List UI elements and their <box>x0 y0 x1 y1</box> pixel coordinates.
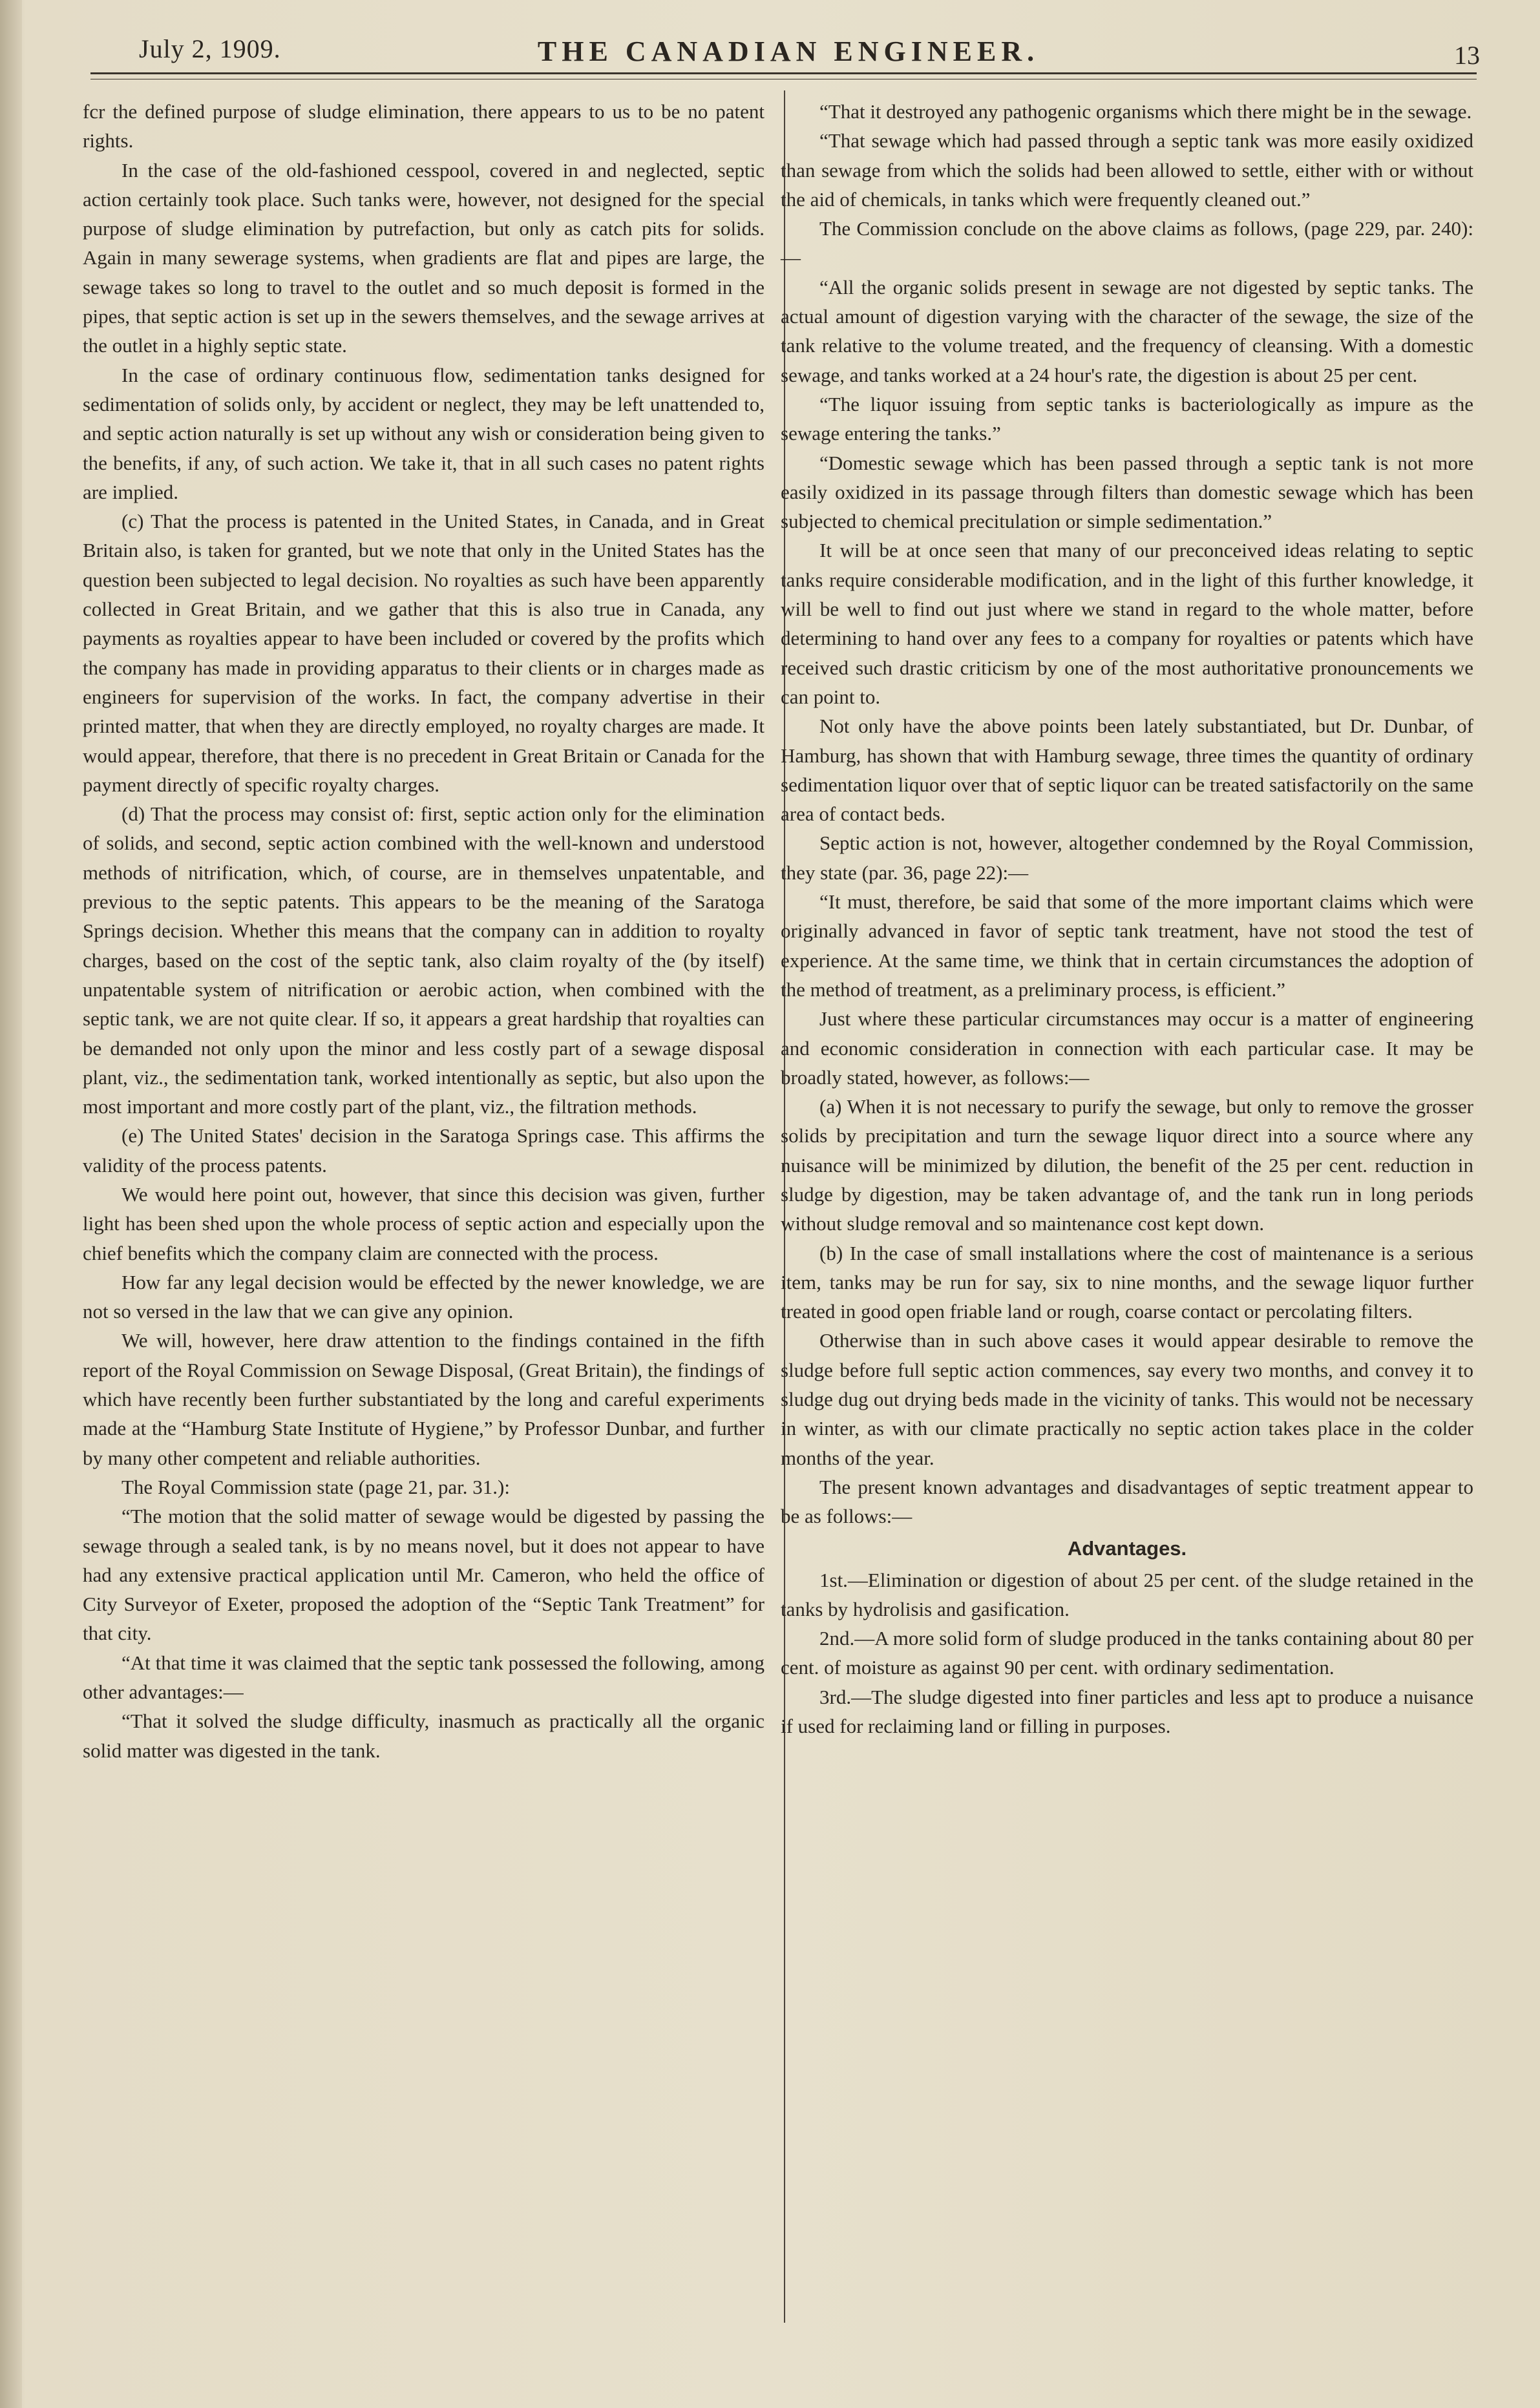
paragraph: (b) In the case of small installations where the cost of maintenance is a serious item, tanks may be run for say, six to nine months, and the sewage liquor further treated in good open friable land or rough, coarse contact or percolating filters. <box>781 1241 1473 1323</box>
paragraph: The present known advantages and disadvantages of septic treatment appear to be as follows:— <box>781 1475 1473 1528</box>
paragraph: “That sewage which had passed through a septic tank was more easily oxidized than sewage from which the solids had been allowed to settle, either with or without the aid of chemicals, in tanks which were frequently cleaned out.” <box>781 129 1473 211</box>
paragraph: In the case of ordinary continuous flow, sedimentation tanks designed for sedimentation of solids only, by accident or neglect, they may be left unattended to, and septic action naturally is set up without any wish or consideration being given to the benefits, if any, of such action. We take it, that in all such cases no patent rights are implied. <box>83 363 765 503</box>
paragraph: “That it solved the sludge difficulty, inasmuch as practically all the organic solid matter was digested in the tank. <box>83 1710 765 1762</box>
page-header <box>97 26 1480 78</box>
paragraph: fcr the defined purpose of sludge elimination, there appears to us to be no patent rights. <box>83 100 765 152</box>
paragraph: The Royal Commission state (page 21, par. 31.): <box>121 1475 510 1498</box>
paragraph: (d) That the process may consist of: first, septic action only for the elimination of solids, and second, septic action combined with the well-known and understood methods of nitrification, which, of course, are in themselves unpatentable, and previous to the septic patents. This appears to be the meaning of the Saratoga Springs decision. Whether this means that the company can in addition to royalty charges, based on the cost of the septic tank, also claim royalty of the (by itself) unpatentable system of nitrification or aerobic action, when combined with the septic tank, we are not quite clear. If so, it appears a great hardship that royalties can be demanded not only upon the minor and less costly part of a sewage disposal plant, viz., the sedimentation tank, worked intentionally as septic, but also upon the most important and more costly part of the plant, viz., the filtration methods. <box>83 802 765 1118</box>
advantage-item: 3rd.—The sludge digested into finer particles and less apt to produce a nuisance if used for reclaiming land or filling in purposes. <box>781 1685 1473 1738</box>
advantage-item: 1st.—Elimination or digestion of about 25 per cent. of the sludge retained in the tanks by hydrolisis and gasification. <box>781 1568 1473 1620</box>
paragraph: “At that time it was claimed that the septic tank possessed the following, among other advantages:— <box>83 1651 765 1704</box>
header-rule-thick <box>90 72 1477 74</box>
paragraph: (e) The United States' decision in the Saratoga Springs case. This affirms the validity of the process patents. <box>83 1124 765 1177</box>
paragraph: Not only have the above points been lately substantiated, but Dr. Dunbar, of Hamburg, has shown that with Hamburg sewage, three times the quantity of ordinary sedimentation liquor over that of septic liquor can be treated satisfactorily on the same area of contact beds. <box>781 715 1473 826</box>
issue-date: July 2, 1909. <box>139 34 281 63</box>
paragraph: The Commission conclude on the above claims as follows, (page 229, par. 240):— <box>781 217 1473 269</box>
advantages-heading: Advantages. <box>1067 1536 1187 1560</box>
right-column <box>781 97 1473 1741</box>
publication-title: THE CANADIAN ENGINEER. <box>537 36 1040 67</box>
paragraph: “That it destroyed any pathogenic organisms which there might be in the sewage. <box>819 100 1472 123</box>
page-spine-shadow <box>0 0 22 2408</box>
paragraph: (c) That the process is patented in the United States, in Canada, and in Great Britain also, is taken for granted, but we note that only in the United States has the question been subjected to legal decision. No royalties as such have been apparently collected in Great Britain, and we gather that this is also true in Canada, any payments as royalties appear to have been included or covered by the profits which the company has made in providing apparatus to their clients or in charges made as engineers for supervision of the works. In fact, the company advertise in their printed matter, that when they are directly employed, no royalty charges are made. It would appear, therefore, that there is no precedent in Great Britain or Canada for the payment directly of specific royalty charges. <box>83 510 765 796</box>
paragraph: “Domestic sewage which has been passed through a septic tank is not more easily oxidized in its passage through filters than domestic sewage which has been subjected to chemical precitulation or simple sedimentation.” <box>781 451 1473 533</box>
paragraph: “The liquor issuing from septic tanks is bacteriologically as impure as the sewage entering the tanks.” <box>781 392 1473 445</box>
paragraph: How far any legal decision would be effected by the newer knowledge, we are not so versed in the law that we can give any opinion. <box>83 1270 765 1323</box>
paragraph: Just where these particular circumstances may occur is a matter of engineering and economic consideration in connection with each particular case. It may be broadly stated, however, as follows:— <box>781 1007 1473 1089</box>
page-number: 13 <box>1454 41 1480 70</box>
paragraph: Otherwise than in such above cases it would appear desirable to remove the sludge before full septic action commences, say every two months, and convey it to sludge dug out drying beds made in the vicinity of tanks. This would not be necessary in winter, as with our climate practically no septic action takes place in the colder months of the year. <box>781 1329 1473 1469</box>
paragraph: We will, however, here draw attention to the findings contained in the fifth report of the Royal Commission on Sewage Disposal, (Great Britain), the findings of which have recently been further substantiated by the long and careful experiments made at the “Hamburg State Institute of Hygiene,” by Professor Dunbar, and further by many other competent and reliable authorities. <box>83 1329 765 1469</box>
paragraph: It will be at once seen that many of our preconceived ideas relating to septic tanks require considerable modification, and in the light of this further knowledge, it will be well to find out just where we stand in regard to the whole matter, before determining to hand over any fees to a company for royalties or patents which have received such drastic criticism by one of the most authoritative pronouncements we can point to. <box>781 539 1473 708</box>
paragraph: Septic action is not, however, altogether condemned by the Royal Commission, they state (par. 36, page 22):— <box>781 832 1473 884</box>
paragraph: (a) When it is not necessary to purify the sewage, but only to remove the grosser solids by precipitation and turn the sewage liquor direct into a source where any nuisance will be minimized by dilution, the benefit of the 25 per cent. reduction in sludge by digestion, may be taken advantage of, and the tank run in long periods without sludge removal and so maintenance cost kept down. <box>781 1095 1473 1235</box>
advantage-item: 2nd.—A more solid form of sludge produced in the tanks containing about 80 per cent. of moisture as against 90 per cent. with ordinary sedimentation. <box>781 1627 1473 1679</box>
paragraph: “The motion that the solid matter of sewage would be digested by passing the sewage through a sealed tank, is by no means novel, but it does not appear to have had any extensive practical application until Mr. Cameron, who held the office of City Surveyor of Exeter, proposed the adoption of the “Septic Tank Treatment” for that city. <box>83 1505 765 1645</box>
paragraph: We would here point out, however, that since this decision was given, further light has been shed upon the whole process of septic action and especially upon the chief benefits which the company claim are connected with the process. <box>83 1182 765 1264</box>
paragraph: In the case of the old-fashioned cesspool, covered in and neglected, septic action certainly took place. Such tanks were, however, not designed for the special purpose of sludge elimination by putrefaction, but only as catch pits for solids. Again in many sewerage systems, when gradients are flat and pipes are large, the sewage takes so long to travel to the outlet and so much deposit is formed in the pipes, that septic action is set up in the sewers themselves, and the sewage arrives at the outlet in a highly septic state. <box>83 158 765 357</box>
paragraph: “All the organic solids present in sewage are not digested by septic tanks. The actual amount of digestion varying with the character of the sewage, the size of the tank relative to the volume treated, and the frequency of cleansing. With a domestic sewage, and tanks worked at a 24 hour's rate, the digestion is about 25 per cent. <box>781 275 1473 386</box>
paragraph: “It must, therefore, be said that some of the more important claims which were originally advanced in favor of septic tank treatment, have not stood the test of experience. At the same time, we think that in certain circumstances the adoption of the method of treatment, as a preliminary process, is efficient.” <box>781 890 1473 1001</box>
left-column <box>83 97 765 1765</box>
